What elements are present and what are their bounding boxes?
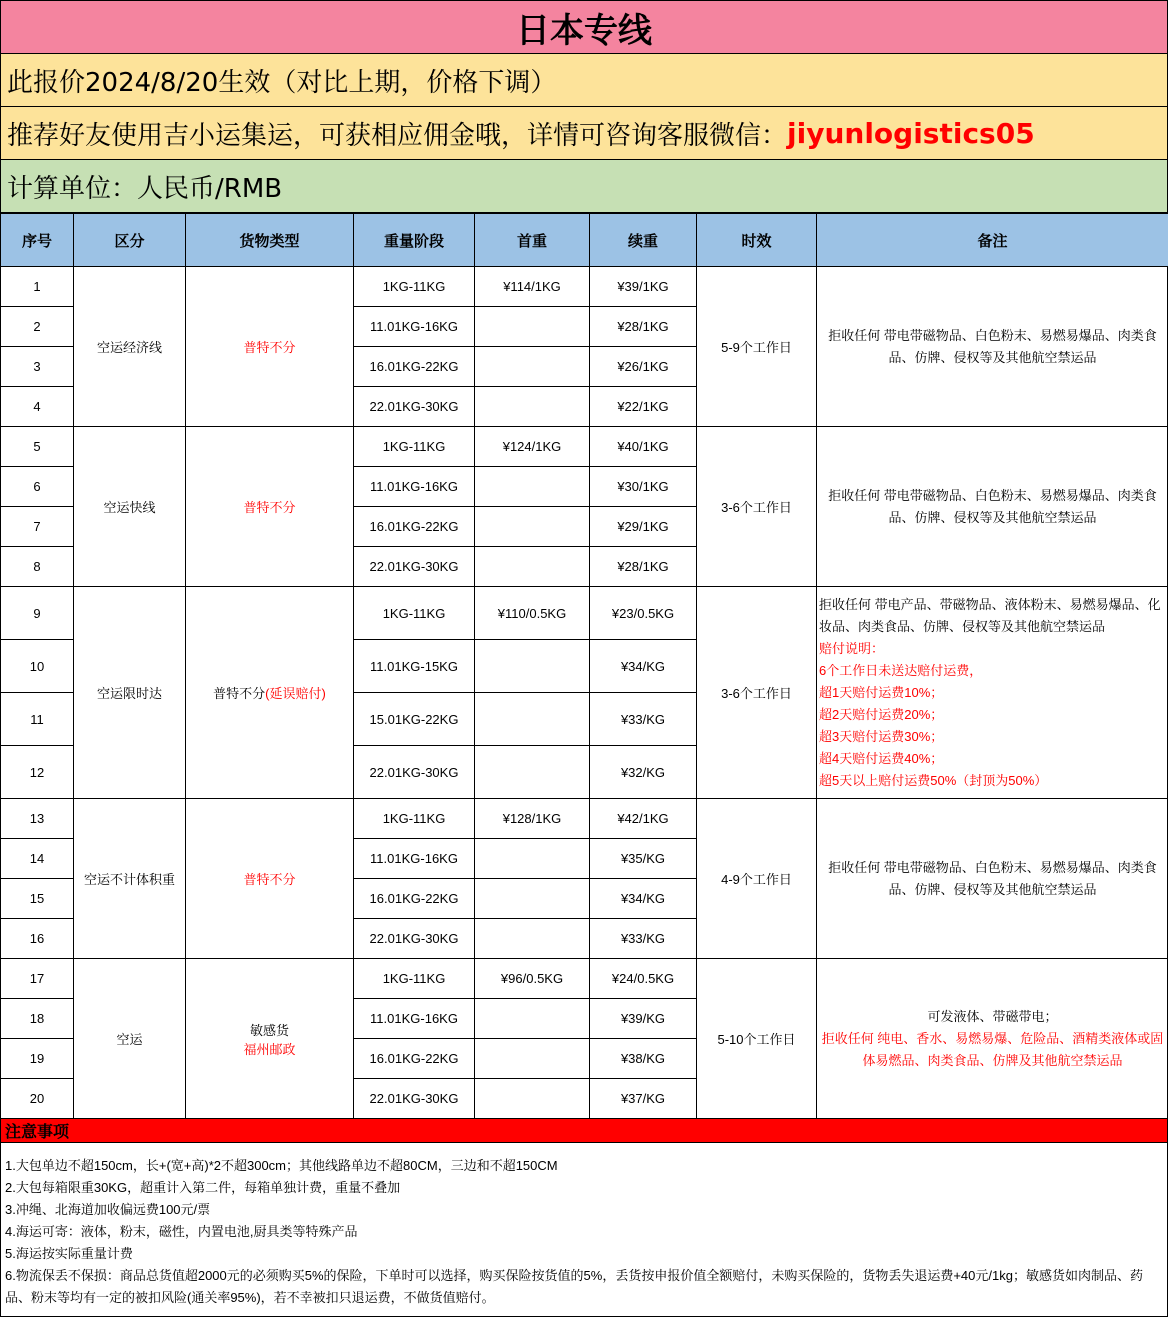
row-number: 7: [1, 507, 74, 547]
remark-red-line: 超3天赔付运费30%；: [819, 728, 944, 744]
first-weight-price: [475, 919, 590, 959]
row-number: 20: [1, 1079, 74, 1119]
first-weight-price: [475, 467, 590, 507]
table-row: [1, 587, 1168, 640]
remarks-cell: [817, 427, 1168, 587]
notice-item: 5.海运按实际重量计费: [5, 1246, 133, 1261]
remark-red-line: 超4天赔付运费40%；: [819, 750, 944, 766]
transit-time-cell: 4-9个工作日: [697, 799, 817, 959]
weight-range: 11.01KG-16KG: [354, 307, 475, 347]
transit-time-cell: 5-9个工作日: [697, 267, 817, 427]
weight-range: 16.01KG-22KG: [354, 347, 475, 387]
notice-item: 6.物流保丢不保损：商品总货值超2000元的必须购买5%的保险，下单时可以选择，购买保险按货值的5%，丢货按申报价值全额赔付，未购买保险的，货物丢失退运费+40元/1kg；敏感货如肉制品、药品、粉末等均有一定的被扣风险(通关率95%)，若不幸被扣只退运费，不做货值赔付。: [5, 1268, 1143, 1305]
first-weight-price: [475, 547, 590, 587]
additional-weight-price: ¥24/0.5KG: [590, 959, 697, 999]
notice-list: [1, 1143, 1167, 1309]
additional-weight-price: ¥28/1KG: [590, 547, 697, 587]
row-number: 6: [1, 467, 74, 507]
row-number: 5: [1, 427, 74, 467]
row-number: 3: [1, 347, 74, 387]
weight-range: 1KG-11KG: [354, 959, 475, 999]
row-number: 1: [1, 267, 74, 307]
first-weight-price: [475, 307, 590, 347]
referral-text: 推荐好友使用吉小运集运，可获相应佣金哦，详情可咨询客服微信：: [7, 120, 788, 151]
additional-weight-price: ¥37/KG: [590, 1079, 697, 1119]
cargo-type-cell: [186, 587, 354, 799]
weight-range: 22.01KG-30KG: [354, 1079, 475, 1119]
row-number: 18: [1, 999, 74, 1039]
category-cell: 空运: [74, 959, 186, 1119]
additional-weight-price: ¥33/KG: [590, 693, 697, 746]
first-weight-price: ¥114/1KG: [475, 267, 590, 307]
weight-range: 11.01KG-16KG: [354, 839, 475, 879]
row-number: 16: [1, 919, 74, 959]
first-weight-price: ¥128/1KG: [475, 799, 590, 839]
remark-red-line: 6个工作日未送达赔付运费，: [819, 662, 983, 678]
table-header-row: [1, 214, 1168, 267]
notice-item: 3.冲绳、北海道加收偏远费100元/票: [5, 1202, 211, 1217]
weight-range: 22.01KG-30KG: [354, 547, 475, 587]
notice-item: 2.大包每箱限重30KG，超重计入第二件，每箱单独计费，重量不叠加: [5, 1180, 401, 1195]
weight-range: 22.01KG-30KG: [354, 387, 475, 427]
weight-range: 22.01KG-30KG: [354, 919, 475, 959]
cargo-type-cell: [186, 427, 354, 587]
header-additional-weight: 续重: [590, 214, 697, 267]
row-number: 11: [1, 693, 74, 746]
row-number: 14: [1, 839, 74, 879]
cargo-type-cell: [186, 799, 354, 959]
remark-text: 拒收任何 带电产品、带磁物品、液体粉末、易燃易爆品、化妆品、肉类食品、仿牌、侵权等及其他航空禁运品: [819, 596, 1161, 634]
additional-weight-price: ¥29/1KG: [590, 507, 697, 547]
additional-weight-price: ¥32/KG: [590, 746, 697, 799]
page-title: 日本专线: [1, 1, 1167, 54]
header-transit-time: 时效: [697, 214, 817, 267]
weight-range: 22.01KG-30KG: [354, 746, 475, 799]
row-number: 15: [1, 879, 74, 919]
first-weight-price: [475, 693, 590, 746]
first-weight-price: ¥96/0.5KG: [475, 959, 590, 999]
remarks-cell: [817, 959, 1168, 1119]
transit-time-cell: 3-6个工作日: [697, 427, 817, 587]
weight-range: 16.01KG-22KG: [354, 1039, 475, 1079]
cargo-type-label: 普特不分: [243, 872, 296, 887]
row-number: 4: [1, 387, 74, 427]
wechat-id: jiyunlogistics05: [787, 116, 1035, 150]
row-number: 19: [1, 1039, 74, 1079]
cargo-type-label: 普特不分: [243, 500, 296, 515]
table-row: [1, 267, 1168, 307]
remarks-cell: [817, 587, 1168, 799]
table-row: [1, 959, 1168, 999]
first-weight-price: [475, 507, 590, 547]
additional-weight-price: ¥33/KG: [590, 919, 697, 959]
notice-title: 注意事项: [1, 1119, 1167, 1143]
row-number: 10: [1, 640, 74, 693]
header-weight-range: 重量阶段: [354, 214, 475, 267]
category-cell: 空运快线: [74, 427, 186, 587]
additional-weight-price: ¥23/0.5KG: [590, 587, 697, 640]
cargo-type-cell: [186, 959, 354, 1119]
category-cell: 空运不计体积重: [74, 799, 186, 959]
first-weight-price: [475, 347, 590, 387]
additional-weight-price: ¥42/1KG: [590, 799, 697, 839]
cargo-type-label: 敏感货: [249, 1022, 289, 1038]
first-weight-price: ¥124/1KG: [475, 427, 590, 467]
transit-time-cell: 3-6个工作日: [697, 587, 817, 799]
header-remarks: 备注: [817, 214, 1168, 267]
remark-text: 拒收任何 带电带磁物品、白色粉末、易燃易爆品、肉类食品、仿牌、侵权等及其他航空禁运品: [828, 487, 1157, 525]
additional-weight-price: ¥35/KG: [590, 839, 697, 879]
category-cell: 空运经济线: [74, 267, 186, 427]
header-no: 序号: [1, 214, 74, 267]
weight-range: 16.01KG-22KG: [354, 879, 475, 919]
first-weight-price: [475, 879, 590, 919]
additional-weight-price: ¥28/1KG: [590, 307, 697, 347]
cargo-type-note: 福州邮政: [243, 1041, 296, 1057]
first-weight-price: [475, 839, 590, 879]
first-weight-price: [475, 640, 590, 693]
additional-weight-price: ¥39/1KG: [590, 267, 697, 307]
transit-time-cell: 5-10个工作日: [697, 959, 817, 1119]
remarks-cell: [817, 267, 1168, 427]
cargo-type-cell: [186, 267, 354, 427]
additional-weight-price: ¥38/KG: [590, 1039, 697, 1079]
effective-date-line: 此报价2024/8/20生效（对比上期，价格下调）: [1, 54, 1167, 107]
header-cargo-type: 货物类型: [186, 214, 354, 267]
first-weight-price: [475, 746, 590, 799]
weight-range: 11.01KG-16KG: [354, 999, 475, 1039]
cargo-type-note: (延误赔付): [265, 686, 326, 701]
weight-range: 1KG-11KG: [354, 267, 475, 307]
remark-text: 可发液体、带磁带电；: [927, 1008, 1058, 1024]
remark-red-line: 拒收任何 纯电、香水、易燃易爆、危险品、酒精类液体或固体易燃品、肉类食品、仿牌及其他航空禁运品: [821, 1030, 1164, 1068]
row-number: 9: [1, 587, 74, 640]
additional-weight-price: ¥26/1KG: [590, 347, 697, 387]
first-weight-price: [475, 999, 590, 1039]
additional-weight-price: ¥22/1KG: [590, 387, 697, 427]
row-number: 12: [1, 746, 74, 799]
cargo-type-label: 普特不分: [243, 340, 296, 355]
rate-table: [0, 213, 1168, 1119]
row-number: 13: [1, 799, 74, 839]
remark-red-line: 赔付说明：: [819, 640, 885, 656]
weight-range: 16.01KG-22KG: [354, 507, 475, 547]
remark-text: 拒收任何 带电带磁物品、白色粉末、易燃易爆品、肉类食品、仿牌、侵权等及其他航空禁运品: [828, 327, 1157, 365]
row-number: 2: [1, 307, 74, 347]
weight-range: 15.01KG-22KG: [354, 693, 475, 746]
currency-unit-line: 计算单位：人民币/RMB: [1, 160, 1167, 213]
additional-weight-price: ¥40/1KG: [590, 427, 697, 467]
weight-range: 11.01KG-15KG: [354, 640, 475, 693]
notice-item: 4.海运可寄：液体，粉末，磁性，内置电池,厨具类等特殊产品: [5, 1224, 358, 1239]
additional-weight-price: ¥34/KG: [590, 879, 697, 919]
table-row: [1, 427, 1168, 467]
referral-line: [1, 107, 1167, 160]
row-number: 17: [1, 959, 74, 999]
first-weight-price: ¥110/0.5KG: [475, 587, 590, 640]
first-weight-price: [475, 1079, 590, 1119]
first-weight-price: [475, 387, 590, 427]
remark-text: 拒收任何 带电带磁物品、白色粉末、易燃易爆品、肉类食品、仿牌、侵权等及其他航空禁运品: [828, 859, 1157, 897]
additional-weight-price: ¥39/KG: [590, 999, 697, 1039]
additional-weight-price: ¥34/KG: [590, 640, 697, 693]
cargo-type-label: 普特不分: [213, 686, 266, 701]
weight-range: 1KG-11KG: [354, 587, 475, 640]
category-cell: 空运限时达: [74, 587, 186, 799]
notice-item: 1.大包单边不超150cm，长+(宽+高)*2不超300cm；其他线路单边不超80CM，三边和不超150CM: [5, 1158, 558, 1173]
table-row: [1, 799, 1168, 839]
weight-range: 11.01KG-16KG: [354, 467, 475, 507]
first-weight-price: [475, 1039, 590, 1079]
remarks-cell: [817, 799, 1168, 959]
weight-range: 1KG-11KG: [354, 799, 475, 839]
header-first-weight: 首重: [475, 214, 590, 267]
remark-red-line: 超2天赔付运费20%；: [819, 706, 944, 722]
row-number: 8: [1, 547, 74, 587]
remark-red-line: 超1天赔付运费10%；: [819, 684, 944, 700]
remark-red-line: 超5天以上赔付运费50%（封顶为50%）: [819, 772, 1048, 788]
header-category: 区分: [74, 214, 186, 267]
weight-range: 1KG-11KG: [354, 427, 475, 467]
additional-weight-price: ¥30/1KG: [590, 467, 697, 507]
